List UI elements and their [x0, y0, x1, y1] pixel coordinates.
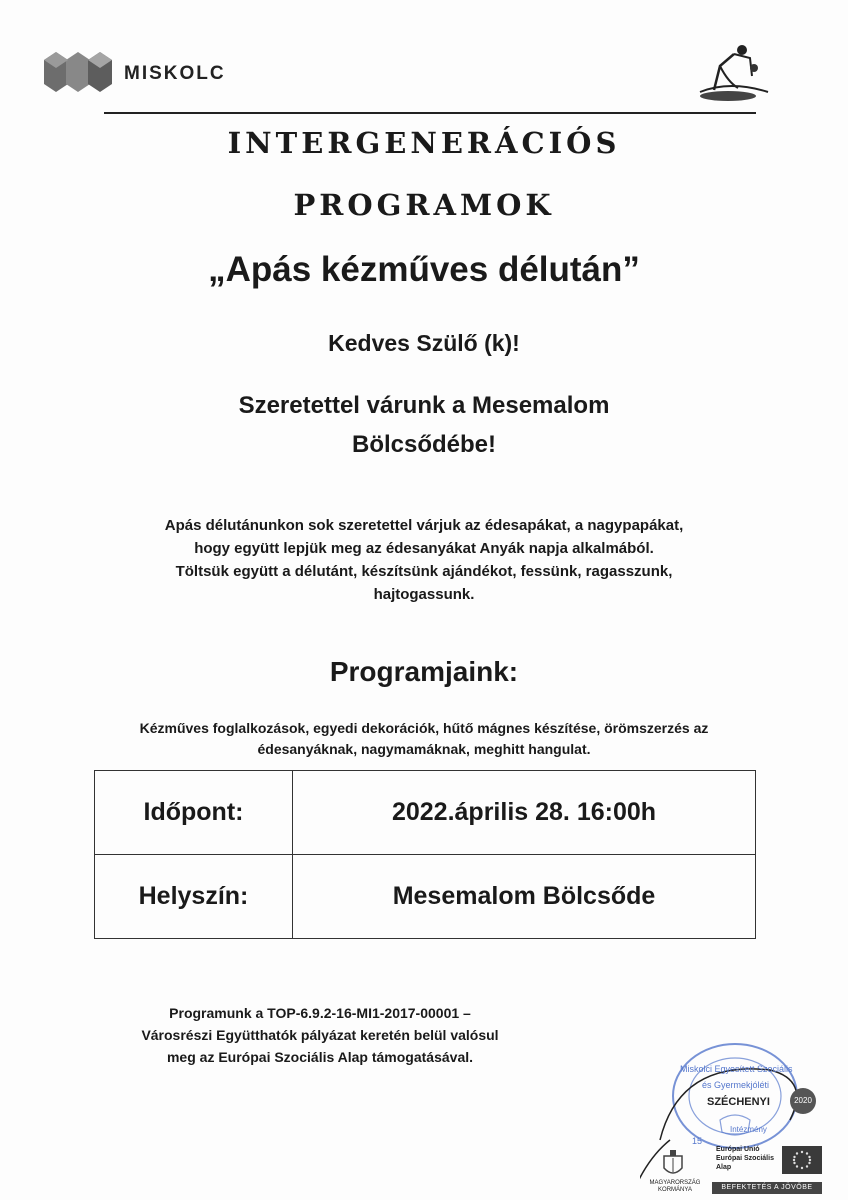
parent-child-drawing-icon: [690, 40, 770, 106]
eu-line: Európai Unió: [716, 1146, 760, 1153]
header-divider: [104, 112, 756, 114]
funding-line: Programunk a TOP-6.9.2-16-MI1-2017-00001 –: [169, 1005, 471, 1021]
programs-line: édesanyáknak, nagymamáknak, meghitt hangulat.: [257, 741, 591, 757]
miskolc-logo-icon: [44, 52, 112, 92]
intro-line: hogy együtt lepjük meg az édesanyákat Anyák napja alkalmából.: [194, 540, 654, 557]
stamp-text: Intézmény: [730, 1125, 767, 1134]
event-name: „Apás kézműves délután”: [208, 250, 640, 289]
welcome-line-2: Bölcsődébe!: [351, 431, 497, 458]
location-value: Mesemalom Bölcsőde: [293, 855, 756, 939]
programs-description: [0, 718, 848, 760]
greeting: Kedves Szülő (k)!: [328, 330, 520, 356]
eu-flag-icon: [782, 1146, 822, 1174]
government-label: [645, 1180, 705, 1194]
time-value: 2022.április 28. 16:00h: [293, 771, 756, 855]
title-line-2: PROGRAMOK: [293, 188, 555, 222]
szechenyi-2020-badge: 2020: [790, 1088, 816, 1114]
szechenyi-label: SZÉCHENYI: [707, 1096, 770, 1108]
brand-name: MISKOLC: [124, 63, 226, 84]
funding-line: Városrészi Együtthatók pályázat keretén belül valósul: [141, 1027, 499, 1043]
location-label: Helyszín:: [95, 855, 293, 939]
stamp-number: 15: [692, 1136, 703, 1146]
programs-line: Kézműves foglalkozások, egyedi dekorációk, hűtő mágnes készítése, örömszerzés az: [139, 720, 709, 736]
intro-paragraph: [0, 514, 848, 606]
time-label: Időpont:: [95, 771, 293, 855]
programs-heading: Programjaink:: [329, 656, 519, 687]
gov-line: MAGYARORSZÁG: [649, 1180, 701, 1186]
welcome-line-1: Szeretettel várunk a Mesemalom: [238, 392, 610, 419]
slogan-banner: BEFEKTETÉS A JÖVŐBE: [712, 1182, 822, 1194]
coat-of-arms-icon: [662, 1150, 684, 1178]
intro-line: hajtogassunk.: [373, 586, 475, 603]
table-row: [95, 855, 756, 939]
stamp-text: Miskolci Egyesített Szociális: [680, 1064, 793, 1074]
funding-note: [90, 1002, 550, 1068]
funding-line: meg az Európai Szociális Alap támogatásával.: [166, 1049, 474, 1065]
eu-fund-text: [716, 1145, 774, 1172]
eu-line: Európai Szociális: [716, 1155, 774, 1162]
welcome-text: [0, 386, 848, 464]
stamp-text: és Gyermekjóléti: [702, 1080, 770, 1090]
eu-line: Alap: [716, 1164, 732, 1171]
event-info-table: [94, 770, 756, 939]
title-line-1: INTERGENERÁCIÓS: [227, 126, 621, 160]
gov-line: KORMÁNYA: [658, 1187, 692, 1193]
intro-line: Apás délutánunkon sok szeretettel várjuk az édesapákat, a nagypapákat,: [164, 517, 684, 534]
intro-line: Töltsük együtt a délutánt, készítsünk ajándékot, fessünk, ragasszunk,: [175, 563, 673, 580]
table-row: [95, 771, 756, 855]
